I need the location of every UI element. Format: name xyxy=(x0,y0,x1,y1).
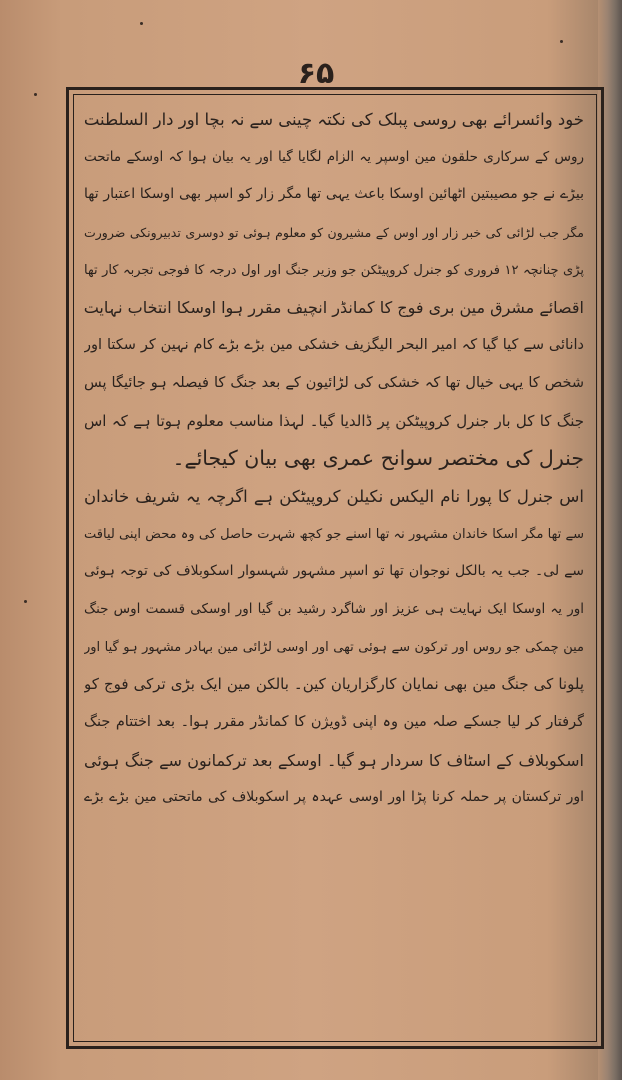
text-line: گرفتار کر لیا جسکے صلہ مین وہ اپنی ڈویژن کا کمانڈر مقرر ہوا۔ بعد اختتام جنگ xyxy=(84,714,584,730)
text-line: مگر جب لڑائی کی خبر زار اور اوس کے مشیرون کو معلوم ہوئی تو دوسری تدبیرونکی ضرورت xyxy=(84,225,584,241)
ink-speck xyxy=(24,600,27,603)
text-line: خود وائسرائے بھی روسی پبلک کی نکتہ چینی سے نہ بچا اور دار السلطنت xyxy=(84,110,584,129)
page-number: ۶۵ xyxy=(297,56,335,91)
text-line: اس جنرل کا پورا نام الیکس نکیلن کروپیٹکن ہے اگرچہ یہ شریف خاندان xyxy=(84,486,584,506)
text-line: پڑی چنانچہ ۱۲ فروری کو جنرل کروپیٹکن جو وزیر جنگ اور اول درجہ کا فوجی تجربہ کار تھا xyxy=(84,262,584,278)
ink-speck xyxy=(34,93,37,96)
text-line: اور ترکستان پر حملہ کرنا پڑا اور اوسی عہدہ پر اسکوبلاف کی ماتحتی مین بڑے بڑے xyxy=(84,789,584,806)
text-line: اسکوبلاف کے اسٹاف کا سردار ہو گیا۔ اوسکے بعد ترکمانون سے جنگ ہوئی xyxy=(84,750,584,770)
text-line: سے تھا مگر اسکا خاندان مشہور نہ تھا اسنے جو کچھ شہرت حاصل کی وہ محض اپنی لیاقت xyxy=(84,526,584,542)
text-body xyxy=(84,101,584,1036)
text-line: شخص کا یہی خیال تھا کہ خشکی کی لڑائیون کے بعد جنگ کا فیصلہ ہو جائیگا پس xyxy=(84,374,584,391)
text-line: اور یہ اوسکا ایک نہایت ہی عزیز اور شاگرد رشید بن گیا اور اوسکی قسمت اوس جنگ xyxy=(84,600,584,617)
text-line: بیڑے نے جو مصیبتین اٹھائین اوسکا باعث یہی تھا مگر زار کو اسپر بھی اوسکا اعتبار تھا xyxy=(84,186,584,203)
text-line: روس کے سرکاری حلقون مین اوسپر یہ الزام لگایا گیا اور یہ بیان ہوا کہ اوسکے ماتحت xyxy=(84,148,584,165)
text-line: جنرل کی مختصر سوانح عمری بھی بیان کیجائے۔ xyxy=(172,446,584,471)
text-line: جنگ کا کل بار جنرل کروپیٹکن پر ڈالدیا گیا۔ لہذا مناسب معلوم ہوتا ہے کہ اس xyxy=(84,411,584,430)
ink-speck xyxy=(560,40,563,43)
text-line: پلونا کی جنگ مین بھی نمایان کارگزاریان کین۔ بالکن مین ایک بڑی ترکی فوج کو xyxy=(84,675,584,694)
text-line: سے لی۔ جب یہ بالکل نوجوان تھا تو اسپر مشہور شہسوار اسکوبلاف کی توجہ ہوئی xyxy=(84,563,584,580)
text-line: مین چمکی جو روس اور ترکون سے ہوئی تھی اور اوسی لڑائی مین بہادر مشہور ہو گیا اور xyxy=(84,639,584,655)
text-line: دانائی سے کیا گیا کہ امیر البحر الیگزیف خشکی مین بڑے بڑے کام نہین کر سکتا اور xyxy=(84,337,584,354)
text-line: اقصائے مشرق مین بری فوج کا کمانڈر انچیف مقرر ہوا اوسکا انتخاب نہایت xyxy=(84,298,584,318)
ink-speck xyxy=(140,22,143,25)
